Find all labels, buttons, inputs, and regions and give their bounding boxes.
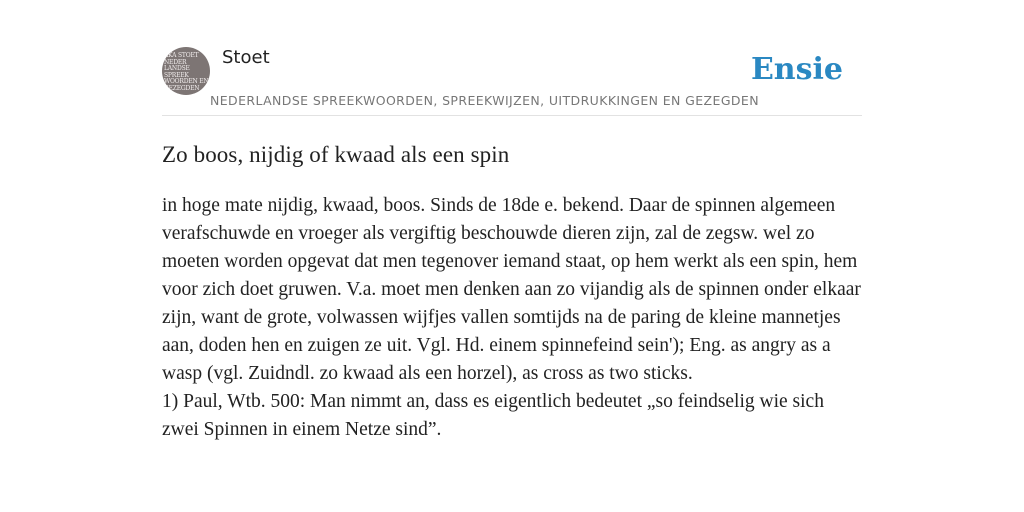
entry-paragraph-definition: in hoge mate nijdig, kwaad, boos. Sinds de 18de e. bekend. Daar de spinnen algemeen verafschuwde en vroeger als vergiftig beschouwde dieren zijn, zal de zegsw. wel zo moeten worden opgevat dat men tegenover iemand staat, op hem werkt als een spin, hem voor zich doet gruwen. V.a. moet men denken aan zo vijandig als de spinnen onder elkaar zijn, want de grote, volwassen wijfjes vallen somtijds na de paring de kleine mannetjes aan, doden hen en zuigen ze uit. Vgl. Hd. einem spinnefeind sein'); Eng. as angry as a wasp (vgl. Zuidndl. zo kwaad als een horzel), as cross as two sticks.: [162, 195, 861, 384]
entry-body: [162, 192, 862, 444]
entry-paragraph-footnote: 1) Paul, Wtb. 500: Man nimmt an, dass es eigentlich bedeutet „so feindselig wie sich zwei Spinnen in einem Netze sind”.: [162, 391, 824, 440]
ensie-logo[interactable]: Ensie: [750, 52, 843, 87]
source-subtitle: NEDERLANDSE SPREEKWOORDEN, SPREEKWIJZEN, UITDRUKKINGEN EN GEZEGDEN: [210, 93, 759, 108]
author-avatar[interactable]: [162, 47, 210, 95]
header-divider: [162, 115, 862, 116]
avatar-logo-text: AKA STOET NEDER LANDSE SPREEK WOORDEN EN GEZEGDEN: [164, 52, 209, 92]
author-name-link[interactable]: Stoet: [222, 47, 270, 68]
entry-title: Zo boos, nijdig of kwaad als een spin: [162, 142, 510, 167]
